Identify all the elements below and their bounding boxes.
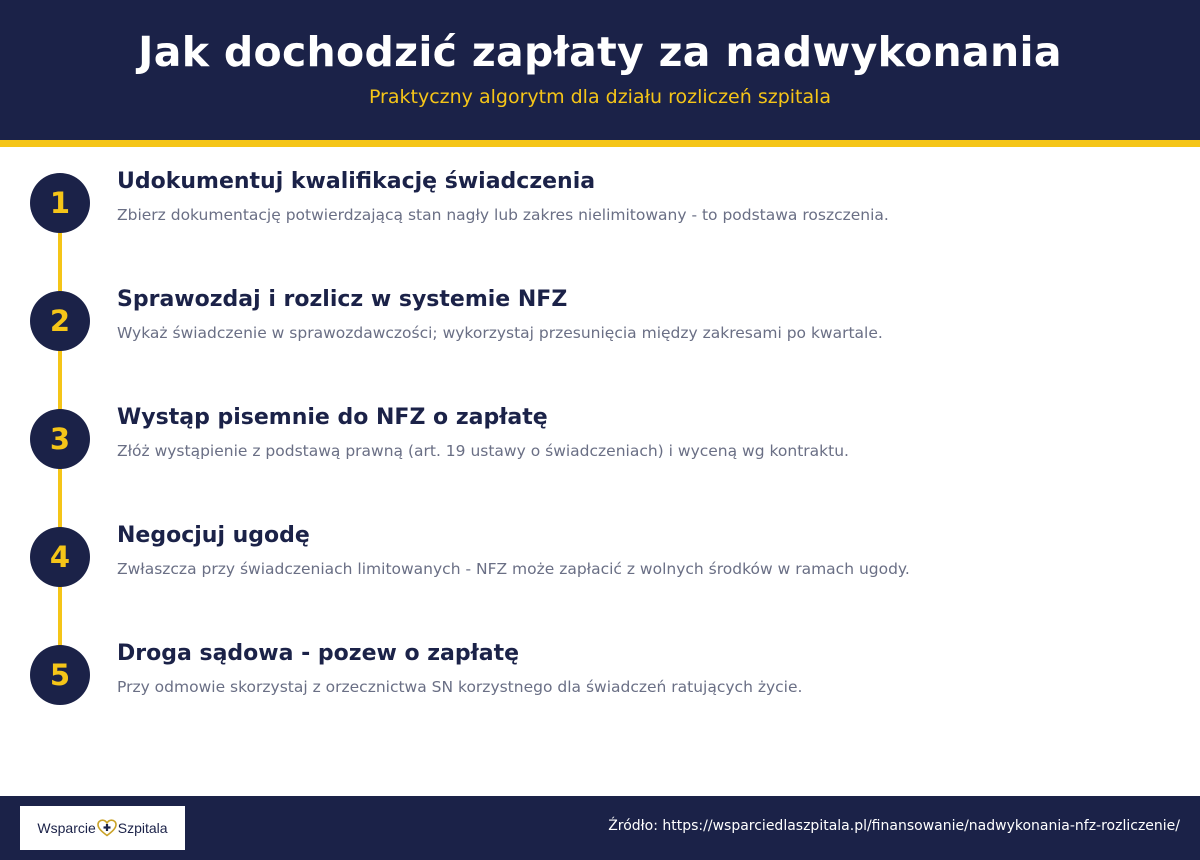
source-link[interactable]: Źródło: https://wsparciedlaszpitala.pl/finansowanie/nadwykonania-nfz-rozliczenie/	[608, 818, 1180, 834]
logo-text-left: Wsparcie	[37, 820, 96, 836]
step-title: Udokumentuj kwalifikację świadczenia	[117, 169, 596, 194]
step-description: Przy odmowie skorzystaj z orzecznictwa SN korzystnego dla świadczeń ratujących życie.	[117, 678, 803, 696]
step-3	[0, 405, 1200, 489]
step-title: Negocjuj ugodę	[117, 523, 310, 548]
step-description: Zwłaszcza przy świadczeniach limitowanych - NFZ może zapłacić z wolnych środków w ramach ugody.	[117, 560, 910, 578]
logo	[20, 806, 185, 850]
step-description: Zbierz dokumentację potwierdzającą stan nagły lub zakres nielimitowany - to podstawa roszczenia.	[117, 206, 889, 224]
step-title: Sprawozdaj i rozlicz w systemie NFZ	[117, 287, 568, 312]
step-number-badge: 3	[30, 409, 90, 469]
step-description: Wykaż świadczenie w sprawozdawczości; wykorzystaj przesunięcia między zakresami po kwartale.	[117, 324, 883, 342]
logo-text-right: Szpitala	[117, 820, 168, 836]
page-subtitle: Praktyczny algorytm dla działu rozliczeń szpitala	[368, 86, 832, 108]
step-title: Droga sądowa - pozew o zapłatę	[117, 641, 520, 666]
step-number-badge: 4	[30, 527, 90, 587]
step-title: Wystąp pisemnie do NFZ o zapłatę	[117, 405, 548, 430]
step-number-badge: 5	[30, 645, 90, 705]
step-4	[0, 523, 1200, 607]
page-title: Jak dochodzić zapłaty za nadwykonania	[138, 28, 1062, 76]
footer-bar	[0, 796, 1200, 860]
step-description: Złóż wystąpienie z podstawą prawną (art. 19 ustawy o świadczeniach) i wyceną wg kontraktu.	[117, 442, 849, 460]
step-1	[0, 169, 1200, 253]
step-2	[0, 287, 1200, 371]
heart-icon	[97, 819, 117, 837]
step-number-badge: 2	[30, 291, 90, 351]
step-5	[0, 641, 1200, 725]
header-banner	[0, 0, 1200, 147]
step-number-badge: 1	[30, 173, 90, 233]
